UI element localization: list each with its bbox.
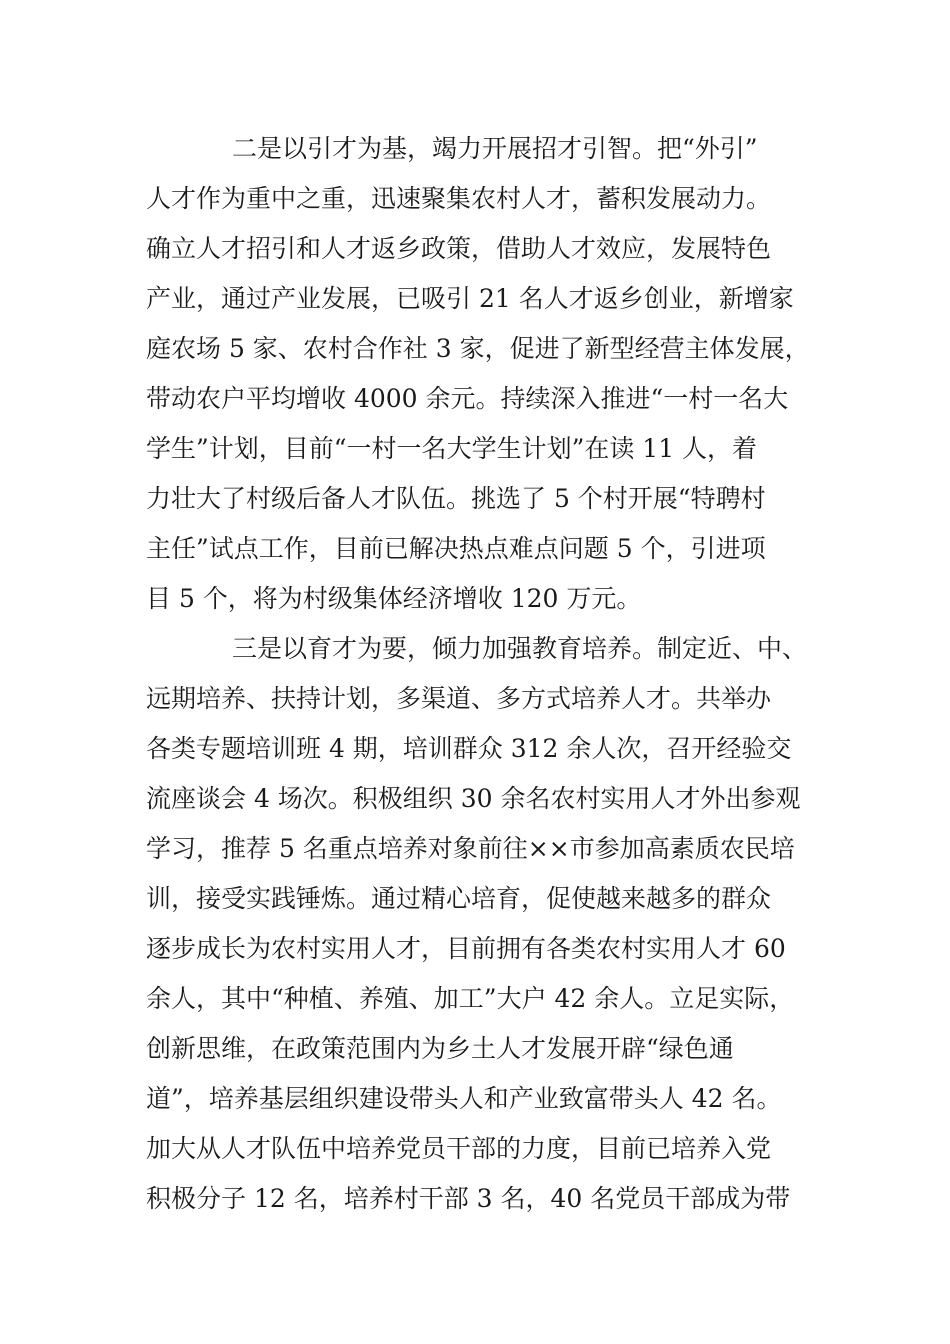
paragraph-2-line-6: 带动农户平均增收 4000 余元。持续深入推进“一村一名大 — [146, 384, 789, 413]
paragraph-2-line-4: 产业，通过产业发展，已吸引 21 名人才返乡创业，新增家 — [146, 284, 794, 313]
paragraph-3-line-4: 流座谈会 4 场次。积极组织 30 余名农村实用人才外出参观 — [146, 784, 801, 813]
paragraph-2-line-1: 二是以引才为基，竭力开展招才引智。把“外引” — [232, 134, 758, 163]
paragraph-3-line-9: 创新思维，在政策范围内为乡土人才发展开辟“绿色通 — [146, 1034, 734, 1063]
paragraph-2-line-3: 确立人才招引和人才返乡政策，借助人才效应，发展特色 — [146, 234, 772, 263]
paragraph-3-line-3: 各类专题培训班 4 期，培训群众 312 余人次，召开经验交 — [146, 734, 792, 763]
paragraph-2-line-8: 力壮大了村级后备人才队伍。挑选了 5 个村开展“特聘村 — [146, 484, 766, 513]
paragraph-2-line-5: 庭农场 5 家、农村合作社 3 家，促进了新型经营主体发展， — [146, 334, 810, 363]
paragraph-3-line-2: 远期培养、扶持计划，多渠道、多方式培养人才。共举办 — [146, 684, 772, 713]
paragraph-3-line-5: 学习，推荐 5 名重点培养对象前往××市参加高素质农民培 — [146, 834, 795, 863]
paragraph-3-line-12: 积极分子 12 名，培养村干部 3 名，40 名党员干部成为带 — [146, 1184, 791, 1213]
paragraph-3-line-7: 逐步成长为农村实用人才，目前拥有各类农村实用人才 60 — [146, 934, 786, 963]
paragraph-3-line-1: 三是以育才为要，倾力加强教育培养。制定近、中、 — [232, 634, 808, 663]
paragraph-2-line-10: 目 5 个，将为村级集体经济增收 120 万元。 — [146, 584, 642, 613]
paragraph-2-line-2: 人才作为重中之重，迅速聚集农村人才，蓄积发展动力。 — [146, 184, 772, 213]
paragraph-2-line-7: 学生”计划，目前“一村一名大学生计划”在读 11 人，着 — [146, 434, 758, 463]
paragraph-3-line-6: 训，接受实践锤炼。通过精心培育，促使越来越多的群众 — [146, 884, 772, 913]
paragraph-3-line-8: 余人，其中“种植、养殖、加工”大户 42 余人。立足实际， — [146, 984, 795, 1013]
paragraph-2-line-9: 主任”试点工作，目前已解决热点难点问题 5 个，引进项 — [146, 534, 766, 563]
paragraph-3-line-10: 道”，培养基层组织建设带头人和产业致富带头人 42 名。 — [146, 1084, 782, 1113]
paragraph-3-line-11: 加大从人才队伍中培养党员干部的力度，目前已培养入党 — [146, 1134, 772, 1163]
